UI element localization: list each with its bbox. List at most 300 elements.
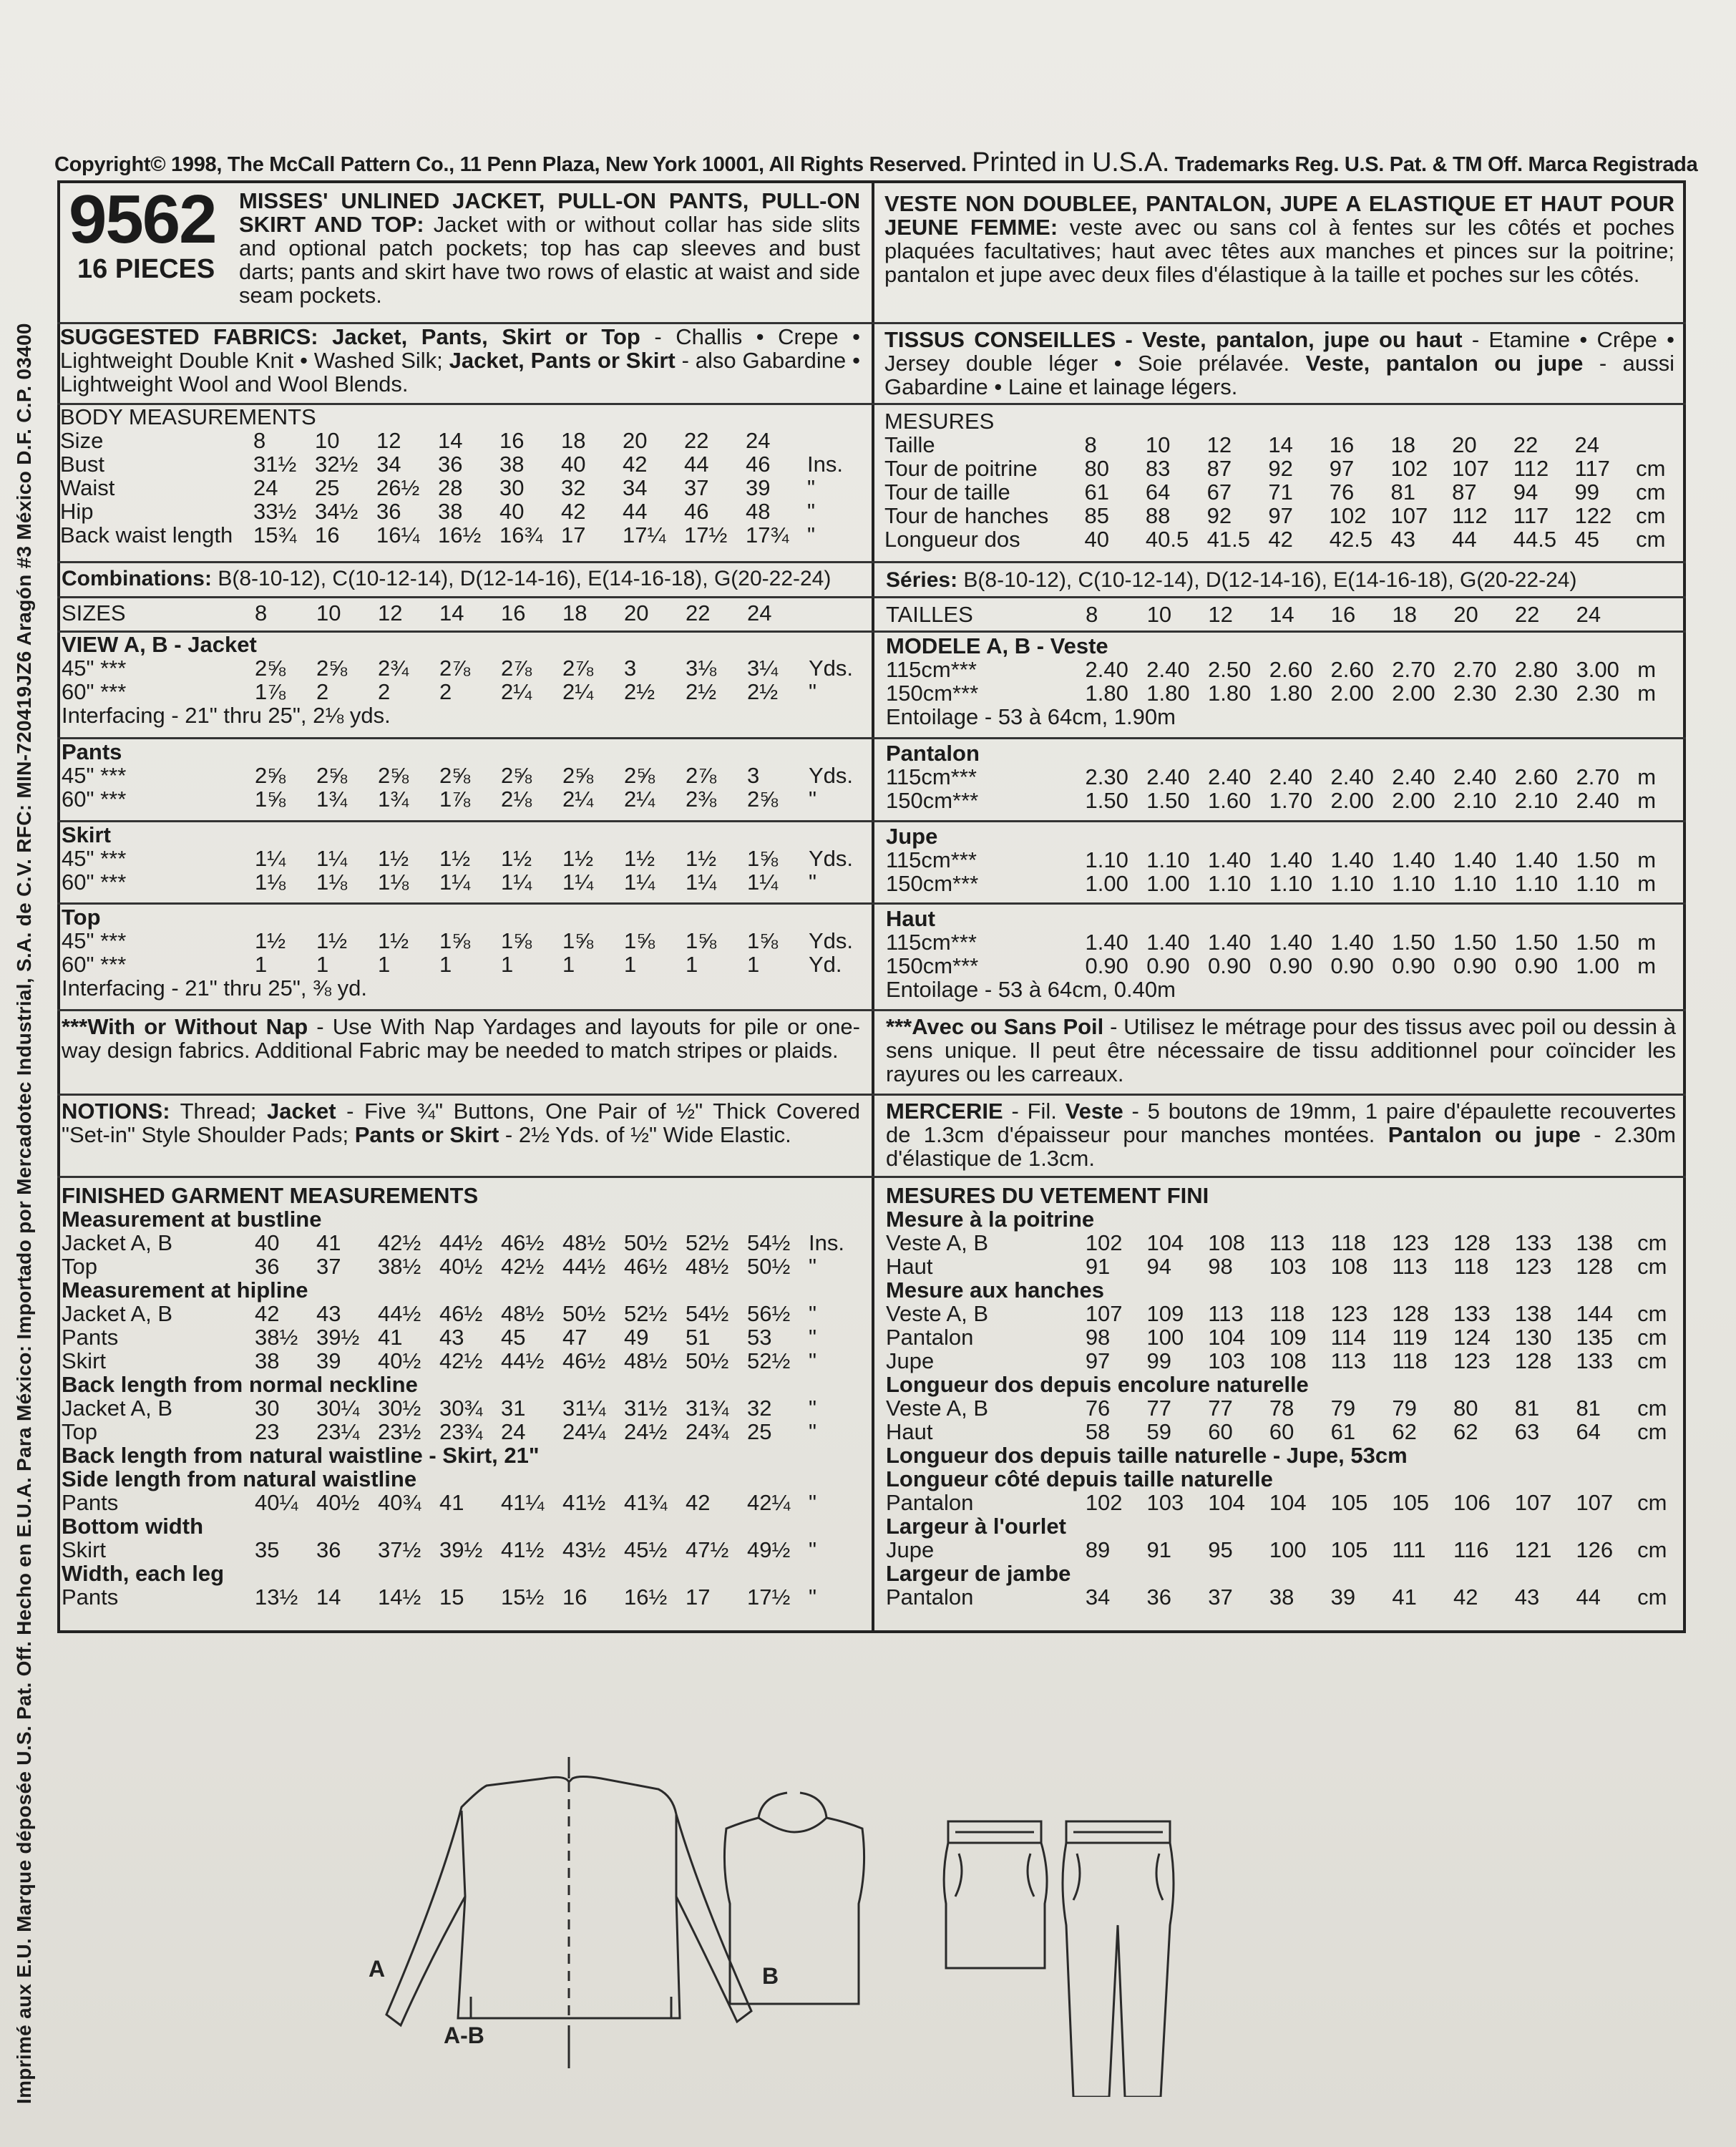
cell-value: 2.70 [1453,657,1497,682]
cell-value: 1.10 [1453,871,1497,896]
cell-value: 122 [1574,503,1612,528]
cell-value: 64 [1576,1419,1601,1444]
cell-value: 2.40 [1330,764,1374,789]
cell-value: 16 [315,522,340,547]
cell-value: 2⅛ [501,787,532,812]
cell-value: 2⅞ [562,656,594,681]
section-heading-row [886,1562,1680,1585]
cell-value: 15½ [501,1584,545,1610]
cell-value: 40 [1084,527,1109,552]
cell-value: 22 [1513,432,1538,457]
row-label: Tour de poitrine [884,456,1038,481]
cell-value: 2⅞ [686,763,717,788]
cell-value: 45 [1574,527,1599,552]
section-heading-row [886,1373,1680,1396]
sizes-en [62,601,863,630]
cell-value: 17½ [747,1584,791,1610]
row-label: 60" *** [62,952,127,977]
table-row [60,452,850,476]
cell-value: 1.40 [1453,847,1497,872]
cell-value: 71 [1268,479,1293,505]
table-row [62,1325,852,1349]
label-view-a: A [369,1956,386,1982]
cell-value: 10 [315,428,340,453]
nap-head-en: ***With or Without Nap [62,1015,308,1039]
cell-value: 50½ [624,1230,668,1255]
cell-value: 138 [1514,1301,1552,1326]
row-label: Pants [62,1325,119,1350]
cell-value: 1½ [562,846,594,871]
fabrics-fr-text: - Etamine • Crêpe • Jersey double léger • Soie prélavée. [884,328,1674,376]
jacket-back-drawing [386,1757,751,2025]
cell-value: 108 [1269,1348,1307,1373]
cell-value: 1½ [255,928,286,953]
cell-value: 105 [1392,1490,1430,1515]
cell-value: 1.10 [1269,871,1313,896]
combinations-label: Combinations: [62,567,212,590]
cell-value: 52½ [624,1301,668,1326]
notions-t1: Thread; [170,1099,268,1124]
cell-value: 2¾ [378,656,409,681]
cell-value: 44 [623,499,648,524]
cell-value: 0.90 [1208,953,1252,978]
cell-value: 17¼ [623,522,666,547]
cell-value: 34 [376,452,401,477]
cell-value: 104 [1208,1325,1245,1350]
cell-value: 1¾ [316,787,348,812]
cell-value: 16¼ [376,522,420,547]
cell-value: 14 [439,601,464,625]
yardage-pants-en [62,740,863,819]
separator [57,902,1686,905]
series-label: Séries: [886,568,958,592]
cell-value: 103 [1208,1348,1245,1373]
cell-value: 1¼ [316,846,348,871]
cell-value: 41 [378,1325,403,1350]
sizes-table-en [62,601,852,625]
finished-table-fr [886,1207,1680,1609]
separator [57,1009,1686,1011]
cell-value: " [809,1301,817,1326]
yardage-title: Pants [62,740,122,764]
cell-value: 79 [1330,1396,1356,1421]
table-row [884,527,1679,551]
body-measurements-en [60,405,862,560]
cell-value: 50½ [747,1254,791,1279]
cell-value: 43 [316,1301,341,1326]
cell-value: 8 [1086,603,1098,627]
cell-value: 24¾ [686,1419,729,1444]
table-row [60,429,850,452]
cell-value: 42 [623,452,648,477]
cell-value: cm [1637,1325,1667,1350]
cell-value: 43 [1514,1584,1540,1610]
row-label: Waist [60,475,115,500]
cell-value: 44.5 [1513,527,1557,552]
cell-value: 80 [1453,1396,1478,1421]
cell-value: cm [1637,1490,1667,1515]
cell-value: 113 [1330,1348,1367,1373]
cell-value: 1⅛ [316,870,348,895]
cell-value: 123 [1330,1301,1368,1326]
section-heading: Width, each leg [62,1561,225,1586]
cell-value: 31½ [624,1396,668,1421]
row-label: 115cm*** [886,764,977,789]
finished-measurements-fr [886,1184,1680,1632]
cell-value: 1.40 [1085,930,1128,955]
cell-value: 1 [501,952,514,977]
cell-value: Yds. [809,656,854,681]
table-row [62,1538,852,1562]
cell-value: 2⅝ [747,787,779,812]
section-heading: Longueur côté depuis taille naturelle [886,1466,1273,1491]
cell-value: 135 [1576,1325,1614,1350]
cell-value: 1¼ [439,870,471,895]
cell-value: 2¼ [624,787,655,812]
cell-value: 17½ [684,522,728,547]
cell-value: 117 [1513,503,1549,528]
table-row [62,1349,852,1373]
table-row [886,789,1680,812]
interfacing-note: Interfacing - 21" thru 25", 2⅛ yds. [62,703,391,728]
cell-value: 133 [1514,1230,1552,1255]
cell-value: 10 [1145,432,1171,457]
cell-value: 40½ [316,1490,360,1515]
cell-value: 32½ [315,452,359,477]
cell-value: 38 [438,499,463,524]
section-heading: Longueur dos depuis taille naturelle - Jupe, 53cm [886,1443,1408,1468]
section-heading: Longueur dos depuis encolure naturelle [886,1372,1309,1397]
cell-value: 61 [1084,479,1109,505]
cell-value: 102 [1085,1490,1123,1515]
fabrics-fr-text2: - aussi Gabardine • Laine et lainage légers. [884,351,1674,399]
cell-value: 42.5 [1329,527,1373,552]
table-row [886,1491,1680,1514]
cell-value: 1.00 [1576,953,1619,978]
cell-value: 64 [1145,479,1171,505]
cell-value: 37½ [378,1537,421,1562]
cell-value: 114 [1330,1325,1367,1350]
cell-value: 2.10 [1514,788,1559,813]
cell-value: 1.40 [1330,847,1374,872]
cell-value: 2.30 [1514,681,1559,706]
piece-count: 16 PIECES [77,254,215,284]
section-heading-row [886,1443,1680,1467]
cell-value: 54½ [686,1301,729,1326]
yardage-title: Top [62,905,101,930]
cell-value: 1.40 [1269,930,1313,955]
cell-value: 22 [684,428,709,453]
cell-value: 23 [255,1419,280,1444]
cell-value: 77 [1208,1396,1233,1421]
cell-value: 118 [1392,1348,1428,1373]
section-heading-row [62,1562,852,1585]
cell-value: 67 [1206,479,1232,505]
table-row [884,504,1679,527]
cell-value: 1¼ [686,870,717,895]
section-heading: Measurement at bustline [62,1207,322,1232]
cell-value: 53 [747,1325,772,1350]
cell-value: " [809,1325,817,1350]
table-row [60,476,850,500]
cell-value: 123 [1453,1348,1491,1373]
cell-value: 34½ [315,499,359,524]
cell-value: 1½ [378,928,409,953]
cell-value: 23¾ [439,1419,483,1444]
nap-note-fr [886,1015,1676,1092]
cell-value: m [1637,657,1657,682]
cell-value: cm [1637,1584,1667,1610]
cell-value: 121 [1514,1537,1552,1562]
cell-value: 111 [1392,1537,1426,1562]
cell-value: 17¾ [746,522,789,547]
cell-value: 81 [1514,1396,1540,1421]
table-row [886,1538,1680,1562]
cell-value: Yds. [809,763,854,788]
cell-value: 16½ [624,1584,668,1610]
cell-value: 28 [438,475,463,500]
table-row [886,1420,1680,1443]
cell-value: 10 [1146,603,1172,627]
cell-value: 22 [686,601,711,625]
row-label: Veste A, B [886,1396,989,1421]
cell-value: 14 [1268,432,1293,457]
cell-value: 16 [1330,603,1356,627]
finished-title-fr: MESURES DU VETEMENT FINI [886,1184,1209,1208]
cell-value: 1.50 [1576,930,1619,955]
cell-value: 85 [1084,503,1109,528]
cell-value: 41½ [562,1490,606,1515]
cell-value: 20 [623,428,648,453]
row-label: Jupe [886,1348,935,1373]
cell-value: cm [1636,527,1666,552]
cell-value: 2.30 [1576,681,1619,706]
printed-in-text: Printed in U.S.A. [972,147,1170,177]
cell-value: m [1637,847,1657,872]
cell-value: 112 [1513,456,1549,481]
cell-value: 50½ [686,1348,729,1373]
section-heading-row [62,1467,852,1491]
cell-value: 42¼ [747,1490,791,1515]
section-heading: Side length from natural waistline [62,1466,417,1491]
cell-value: 16½ [438,522,482,547]
body-title-fr: MESURES [884,409,995,434]
cell-value: 16 [499,428,525,453]
cell-value: 87 [1206,456,1232,481]
cell-value: 39 [1330,1584,1356,1610]
row-label: 60" *** [62,679,127,704]
cell-value: 1¼ [501,870,532,895]
nap-head-fr: ***Avec ou Sans Poil [886,1015,1104,1039]
cell-value: 18 [1392,603,1417,627]
cell-value: 1¼ [562,870,594,895]
cell-value: 97 [1268,503,1293,528]
yardage-table [886,930,1680,978]
cell-value: " [809,1254,817,1279]
cell-value: 2½ [686,679,717,704]
cell-value: 49½ [747,1537,791,1562]
yardage-title: VIEW A, B - Jacket [62,633,257,657]
cell-value: 62 [1392,1419,1417,1444]
cell-value: 30 [255,1396,280,1421]
table-row [886,954,1680,978]
yardage-table [62,847,853,894]
body-title-en: BODY MEASUREMENTS [60,405,316,429]
section-heading-row [886,1514,1680,1538]
row-label: 150cm*** [886,788,979,813]
row-label: 115cm*** [886,657,977,682]
cell-value: 102 [1085,1230,1123,1255]
cell-value: 24 [1576,603,1601,627]
cell-value: 40.5 [1145,527,1189,552]
cell-value: 80 [1084,456,1109,481]
cell-value: 1.40 [1269,847,1313,872]
nap-note-en [62,1015,860,1092]
cell-value: 24 [253,475,278,500]
cell-value: 91 [1085,1254,1111,1279]
cell-value: 2 [378,679,391,704]
cell-value: 59 [1146,1419,1171,1444]
cell-value: 2.00 [1330,681,1374,706]
pants-drawing [1063,1821,1174,2097]
cell-value: 44 [1452,527,1477,552]
cell-value: 1¼ [747,870,779,895]
cell-value: 45½ [624,1537,668,1562]
section-heading: Largeur à l'ourlet [886,1514,1066,1539]
cell-value: 1 [624,952,637,977]
finished-title-en: FINISHED GARMENT MEASUREMENTS [62,1184,479,1208]
cell-value: 107 [1452,456,1489,481]
row-label: Pantalon [886,1490,974,1515]
cell-value: 0.90 [1085,953,1128,978]
cell-value: 41.5 [1206,527,1250,552]
table-row [884,457,1679,480]
pattern-number: 9562 [69,188,216,258]
cell-value: 2½ [747,679,779,704]
cell-value: 103 [1146,1490,1184,1515]
fabrics-en [60,325,860,402]
row-label: Haut [886,1419,933,1444]
yardage-table [62,764,853,811]
cell-value: 18 [561,428,586,453]
cell-value: 38½ [378,1254,421,1279]
cell-value: " [809,787,817,812]
row-label: 45" *** [62,846,127,871]
cell-value: 1.10 [1085,847,1128,872]
table-row [886,603,1680,626]
yardage-table [886,765,1680,812]
cell-value: 107 [1390,503,1428,528]
cell-value: 81 [1576,1396,1601,1421]
cell-value: 49 [624,1325,649,1350]
cell-value: m [1637,953,1657,978]
cell-value: 1.40 [1514,847,1559,872]
cell-value: 20 [1453,603,1478,627]
cell-value: 60 [1269,1419,1294,1444]
cell-value: 1.00 [1146,871,1190,896]
cell-value: 3⅛ [686,656,717,681]
cell-value: 99 [1574,479,1599,505]
cell-value: 2⅝ [624,763,655,788]
cell-value: 58 [1085,1419,1111,1444]
table-row [62,929,853,953]
cell-value: 100 [1146,1325,1184,1350]
cell-value: 32 [747,1396,772,1421]
row-label: 115cm*** [886,930,977,955]
cell-value: 1½ [686,846,717,871]
cell-value: 123 [1392,1230,1430,1255]
cell-value: 48½ [686,1254,729,1279]
table-row [886,872,1680,895]
cell-value: 2⅜ [686,787,717,812]
cell-value: 1.80 [1208,681,1252,706]
body-measurements-fr [884,409,1679,560]
cell-value: " [809,1348,817,1373]
cell-value: 1 [378,952,391,977]
cell-value: 116 [1453,1537,1489,1562]
cell-value: 31½ [253,452,297,477]
cell-value: 38 [255,1348,280,1373]
sizes-fr [886,603,1680,631]
yardage-pants-fr [886,741,1680,819]
column-divider [872,180,874,1633]
cell-value: 1½ [501,846,532,871]
cell-value: 0.90 [1453,953,1497,978]
cell-value: 105 [1330,1490,1368,1515]
cell-value: 2 [316,679,329,704]
cell-value: 1.60 [1208,788,1252,813]
cell-value: 1.80 [1269,681,1313,706]
cell-value: 94 [1513,479,1538,505]
cell-value: cm [1637,1230,1667,1255]
cell-value: 15 [439,1584,464,1610]
cell-value: 42 [255,1301,280,1326]
cell-value: 3¼ [747,656,779,681]
cell-value: 46½ [624,1254,668,1279]
row-label: Pantalon [886,1584,974,1610]
cell-value: 30¾ [439,1396,483,1421]
cell-value: 1½ [624,846,655,871]
cell-value: 42½ [378,1230,421,1255]
cell-value: 138 [1576,1230,1614,1255]
mercerie-t2: - 5 boutons de 19mm, 1 paire d'épaulette recouvertes de 1.3cm d'épaisseur pour manches montées. [886,1099,1676,1147]
skirt-drawing [944,1821,1047,1968]
cell-value: 44½ [378,1301,421,1326]
row-label: Pants [62,1490,119,1515]
cell-value: 1⅛ [255,870,286,895]
cell-value: 128 [1576,1254,1614,1279]
cell-value: 108 [1208,1230,1245,1255]
cell-value: 91 [1146,1537,1171,1562]
row-label: 115cm*** [886,847,977,872]
cell-value: 46 [684,499,709,524]
cell-value: m [1637,764,1657,789]
cell-value [807,429,850,452]
cell-value: 41 [1392,1584,1417,1610]
cell-value: 1.50 [1085,788,1128,813]
cell-value: 61 [1330,1419,1356,1444]
cell-value: 41¾ [624,1490,668,1515]
cell-value: " [809,1396,817,1421]
cell-value: 1⅝ [562,928,594,953]
notions-t2: - Five ¾" Buttons, One Pair of ½" Thick Covered "Set-in" Style Shoulder Pads; [62,1099,860,1147]
table-row [62,953,853,976]
cell-value: 1⅞ [439,787,471,812]
mercerie-t1: - Fil. [1003,1099,1066,1124]
cell-value: 22 [1514,603,1540,627]
cell-value: 38 [499,452,525,477]
row-label: Top [62,1254,97,1279]
